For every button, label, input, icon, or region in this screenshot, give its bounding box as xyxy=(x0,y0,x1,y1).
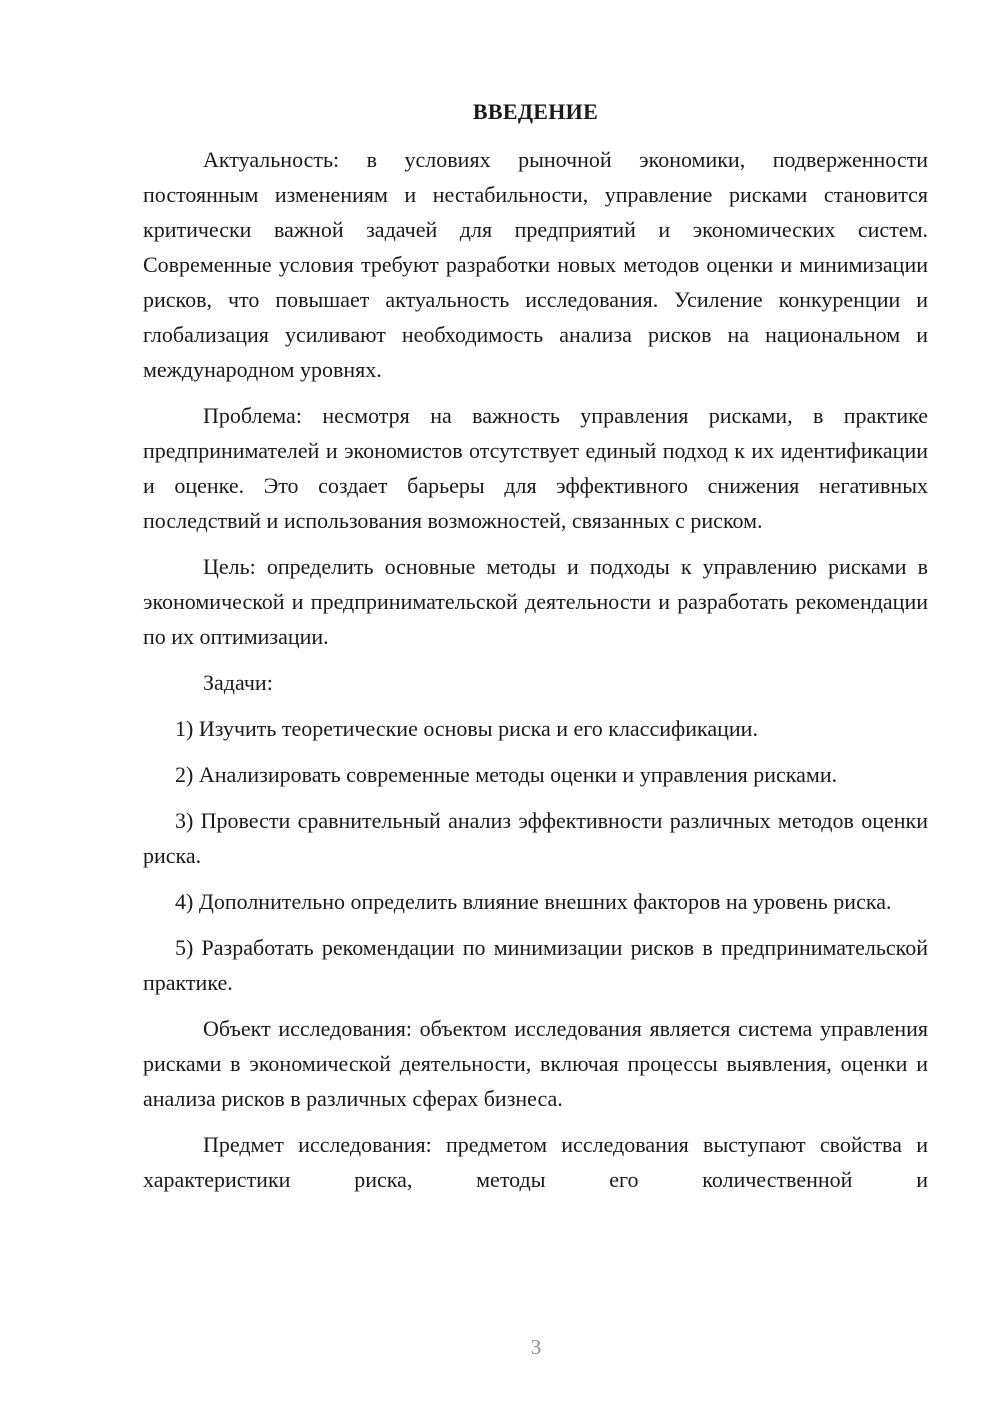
task-item-5: 5) Разработать рекомендации по минимизации рисков в предпринимательской практике. xyxy=(143,935,928,995)
page-number: 3 xyxy=(530,1335,542,1359)
paragraph-problem: Проблема: несмотря на важность управления рисками, в практике предпринимателей и экономистов отсутствует единый подход к их идентификации и оценке. Это создает барьеры для эффективного снижения негативных последствий и использования возможностей, связанных с риском. xyxy=(143,403,928,533)
paragraph-subject: Предмет исследования: предметом исследования выступают свойства и характеристики риска, методы его количественной и xyxy=(143,1132,928,1192)
task-item-3: 3) Провести сравнительный анализ эффективности различных методов оценки риска. xyxy=(143,808,928,868)
paragraph-tasks-heading: Задачи: xyxy=(203,670,273,695)
paragraph-object: Объект исследования: объектом исследования является система управления рисками в экономической деятельности, включая процессы выявления, оценки и анализа рисков в различных сферах бизнеса. xyxy=(143,1016,928,1111)
page-title: ВВЕДЕНИЕ xyxy=(472,99,599,124)
task-item-4: 4) Дополнительно определить влияние внешних факторов на уровень риска. xyxy=(175,889,892,914)
paragraph-goal: Цель: определить основные методы и подходы к управлению рисками в экономической и предпринимательской деятельности и разработать рекомендации по их оптимизации. xyxy=(143,554,928,649)
document-body xyxy=(143,142,928,1208)
task-item-2: 2) Анализировать современные методы оценки и управления рисками. xyxy=(175,762,838,787)
task-item-1: 1) Изучить теоретические основы риска и его классификации. xyxy=(175,716,758,741)
paragraph-relevance: Актуальность: в условиях рыночной экономики, подверженности постоянным изменениям и нестабильности, управление рисками становится критически важной задачей для предприятий и экономических систем. Современные условия требуют разработки новых методов оценки и минимизации рисков, что повышает актуальность исследования. Усиление конкуренции и глобализация усиливают необходимость анализа рисков на национальном и международном уровнях. xyxy=(143,147,928,382)
